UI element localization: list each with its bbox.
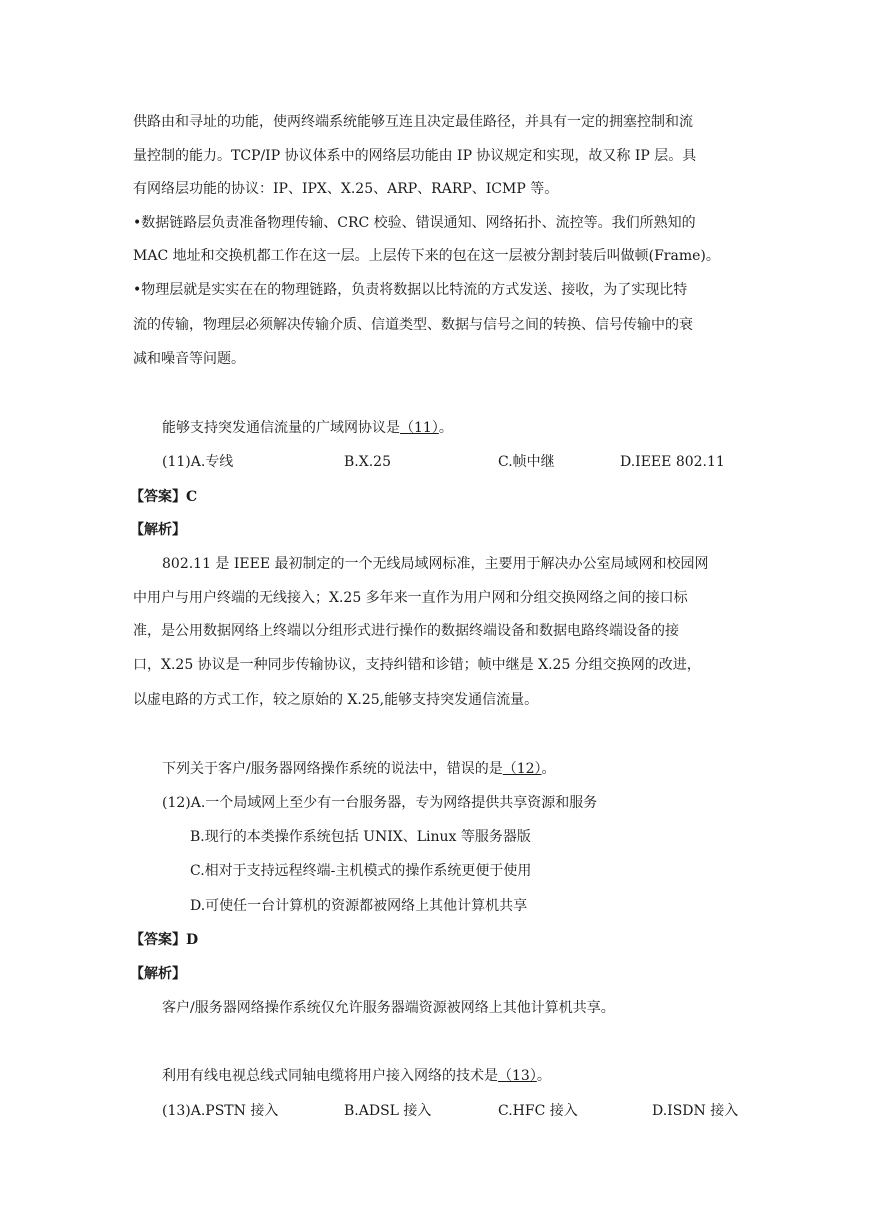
question-11-option-b: B.X.25 xyxy=(344,454,391,470)
question-12-analysis-label: 【解析】 xyxy=(130,966,186,982)
body-text-line: 有网络层功能的协议：IP、IPX、X.25、ARP、RARP、ICMP 等。 xyxy=(133,181,559,197)
analysis-text-line: 口，X.25 协议是一种同步传输协议，支持纠错和诊错；帧中继是 X.25 分组交换网的改进， xyxy=(133,657,701,673)
question-13-option-a: (13)A.PSTN 接入 xyxy=(162,1103,279,1119)
question-12-answer: 【答案】D xyxy=(130,932,199,948)
question-11-blank: （11） xyxy=(400,420,439,436)
analysis-text-line: 准，是公用数据网络上终端以分组形式进行操作的数据终端设备和数据电路终端设备的接 xyxy=(133,623,679,639)
analysis-text-line: 客户/服务器网络操作系统仅允许服务器端资源被网络上其他计算机共享。 xyxy=(162,1000,615,1016)
question-13-blank: （13） xyxy=(498,1068,537,1084)
analysis-text-line: 中用户与用户终端的无线接入；X.25 多年来一直作为用户网和分组交换网络之间的接口标 xyxy=(133,590,688,606)
question-11-answer: 【答案】C xyxy=(130,489,198,505)
question-13-option-b: B.ADSL 接入 xyxy=(344,1103,432,1119)
body-text-line: •数据链路层负责准备物理传输、CRC 校验、错误通知、网络拓扑、流控等。我们所熟知的 xyxy=(133,215,696,231)
question-12-option-a: (12)A.一个局域网上至少有一台服务器，专为网络提供共享资源和服务 xyxy=(162,795,598,811)
question-12-option-b: B.现行的本类操作系统包括 UNIX、Linux 等服务器版 xyxy=(190,829,531,845)
question-11-option-c: C.帧中继 xyxy=(498,454,555,470)
question-12-stem: 下列关于客户/服务器网络操作系统的说法中，错误的是（12）。 xyxy=(162,761,556,777)
analysis-text-line: 以虚电路的方式工作，较之原始的 X.25,能够支持突发通信流量。 xyxy=(133,692,539,708)
question-11-stem: 能够支持突发通信流量的广域网协议是（11）。 xyxy=(162,420,453,436)
body-text-line: 流的传输，物理层必须解决传输介质、信道类型、数据与信号之间的转换、信号传输中的衰 xyxy=(133,317,693,333)
body-text-line: 减和噪音等问题。 xyxy=(133,351,245,367)
question-11-analysis-label: 【解析】 xyxy=(130,522,186,538)
body-text-line: •物理层就是实实在在的物理链路，负责将数据以比特流的方式发送、接收，为了实现比特 xyxy=(133,282,688,298)
question-12-blank: （12） xyxy=(502,761,542,777)
analysis-text-line: 802.11 是 IEEE 最初制定的一个无线局域网标准，主要用于解决办公室局域网和校园网 xyxy=(162,556,709,572)
body-text-line: 量控制的能力。TCP/IP 协议体系中的网络层功能由 IP 协议规定和实现，故又称 IP 层。具 xyxy=(133,148,697,164)
body-text-line: 供路由和寻址的功能，使两终端系统能够互连且决定最佳路径，并具有一定的拥塞控制和流 xyxy=(133,114,693,130)
body-text-line: MAC 地址和交换机都工作在这一层。上层传下来的包在这一层被分割封装后叫做顿(Frame)。 xyxy=(133,248,720,264)
question-11-option-a: (11)A.专线 xyxy=(162,454,234,470)
question-12-option-c: C.相对于支持远程终端-主机模式的操作系统更便于使用 xyxy=(190,863,532,879)
question-12-option-d: D.可使任一台计算机的资源都被网络上其他计算机共享 xyxy=(190,898,528,914)
question-13-option-d: D.ISDN 接入 xyxy=(652,1103,739,1119)
question-13-option-c: C.HFC 接入 xyxy=(498,1103,578,1119)
question-11-option-d: D.IEEE 802.11 xyxy=(620,454,725,470)
question-13-stem: 利用有线电视总线式同轴电缆将用户接入网络的技术是（13）。 xyxy=(162,1068,551,1084)
